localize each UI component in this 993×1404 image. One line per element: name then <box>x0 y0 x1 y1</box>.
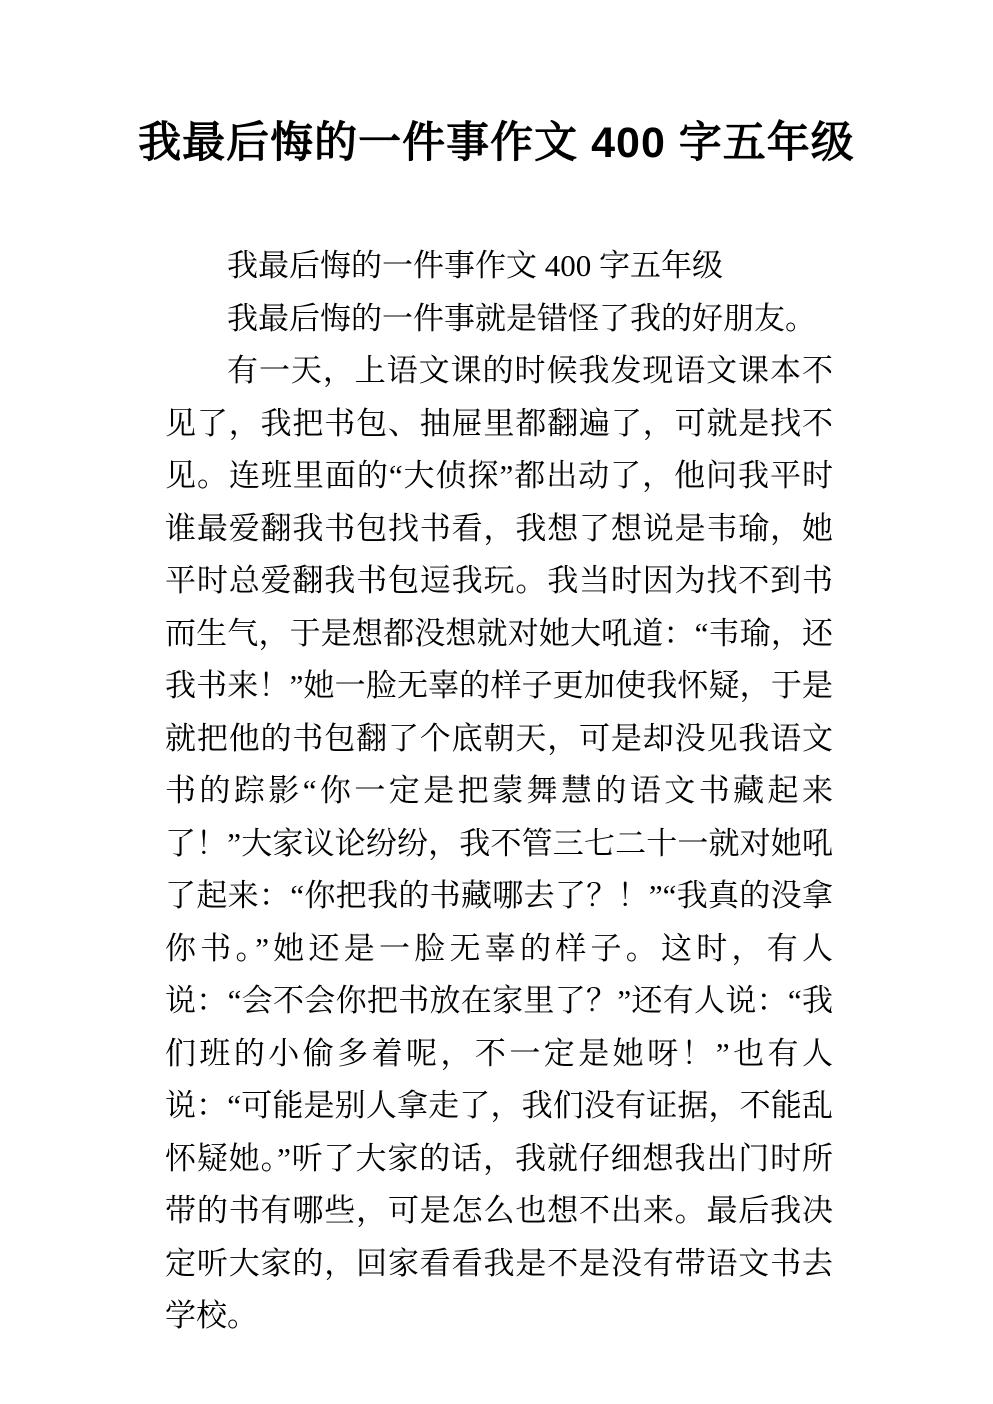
paragraph-story: 有一天，上语文课的时候我发现语文课本不见了，我把书包、抽屉里都翻遍了，可就是找不见。连班里面的“大侦探”都出动了，他问我平时谁最爱翻我书包找书看，我想了想说是韦瑜，她平时总爱翻我书包逗我玩。我当时因为找不到书而生气，于是想都没想就对她大吼道：“韦瑜，还我书来！”她一脸无辜的样子更加使我怀疑，于是就把他的书包翻了个底朝天，可是却没见我语文书的踪影“你一定是把蒙舞慧的语文书藏起来了！”大家议论纷纷，我不管三七二十一就对她吼了起来：“你把我的书藏哪去了？！”“我真的没拿你书。”她还是一脸无辜的样子。这时，有人说：“会不会你把书放在家里了？”还有人说：“我们班的小偷多着呢，不一定是她呀！”也有人说：“可能是别人拿走了，我们没有证据，不能乱怀疑她。”听了大家的话，我就仔细想我出门时所带的书有哪些，可是怎么也想不出来。最后我决定听大家的，回家看看我是不是没有带语文书去学校。 <box>165 353 833 1333</box>
page-title: 我最后悔的一件事作文 400 字五年级 <box>138 119 855 167</box>
paragraph-heading-line: 我最后悔的一件事作文 400 字五年级 <box>227 248 723 283</box>
document-body <box>165 240 833 1343</box>
paragraph-intro: 我最后悔的一件事就是错怪了我的好朋友。 <box>227 300 816 336</box>
